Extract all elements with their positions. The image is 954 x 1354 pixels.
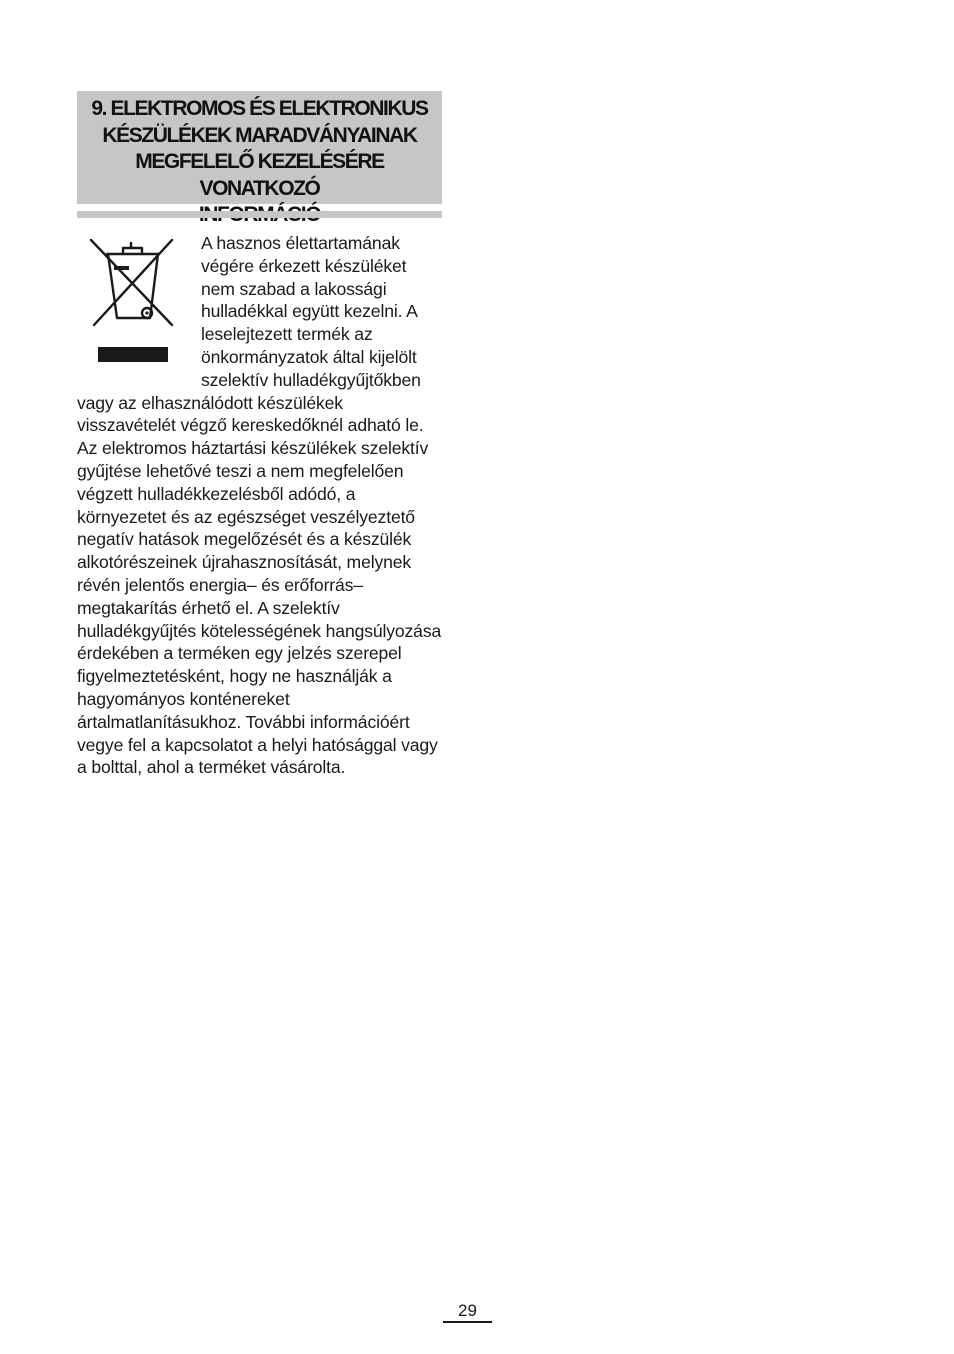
section-title: 9. ELEKTROMOS ÉS ELEKTRONIKUS KÉSZÜLÉKEK MARADVÁNYAINAK MEGFELELŐ KEZELÉSÉRE VONATKOZÓ — [91, 97, 428, 200]
section-heading-box — [77, 91, 442, 204]
page-number-underline — [443, 1321, 492, 1323]
divider — [77, 211, 442, 218]
body-paragraph — [77, 232, 443, 779]
page-number: 29 — [458, 1301, 477, 1320]
body-text: A hasznos élettartamának végére érkezett készüléket nem szabad a lakossági hulladékkal együtt kezelni. A leselejtezett termék az önkormányzatok által kijelölt szelektív hulladékgyűjtőkben vagy az elhasználódott készülékek visszavételét végző kereskedőknél adható le. Az elektromos háztartási készülékek szelektív gyűjtése lehetővé teszi a nem megfelelően végzett hulladékkezelésből adódó, a környezetet és az egészséget veszélyeztető negatív hatások megelőzését és a készülék alkotórészeinek újrahasznosítását, melynek révén jelentős energia– és erőforrás– megtakarítás érhető el. A szelektív hulladékgyűjtés kötelességének hangsúlyozása érdekében a terméken egy jelzés szerepel figyelmeztetésként, hogy ne használják a hagyományos konténereket ártalmatlanításukhoz. További információért vegye fel a kapcsolatot a helyi hatósággal vagy a bolttal, ahol a terméket vásárolta. — [77, 233, 442, 778]
